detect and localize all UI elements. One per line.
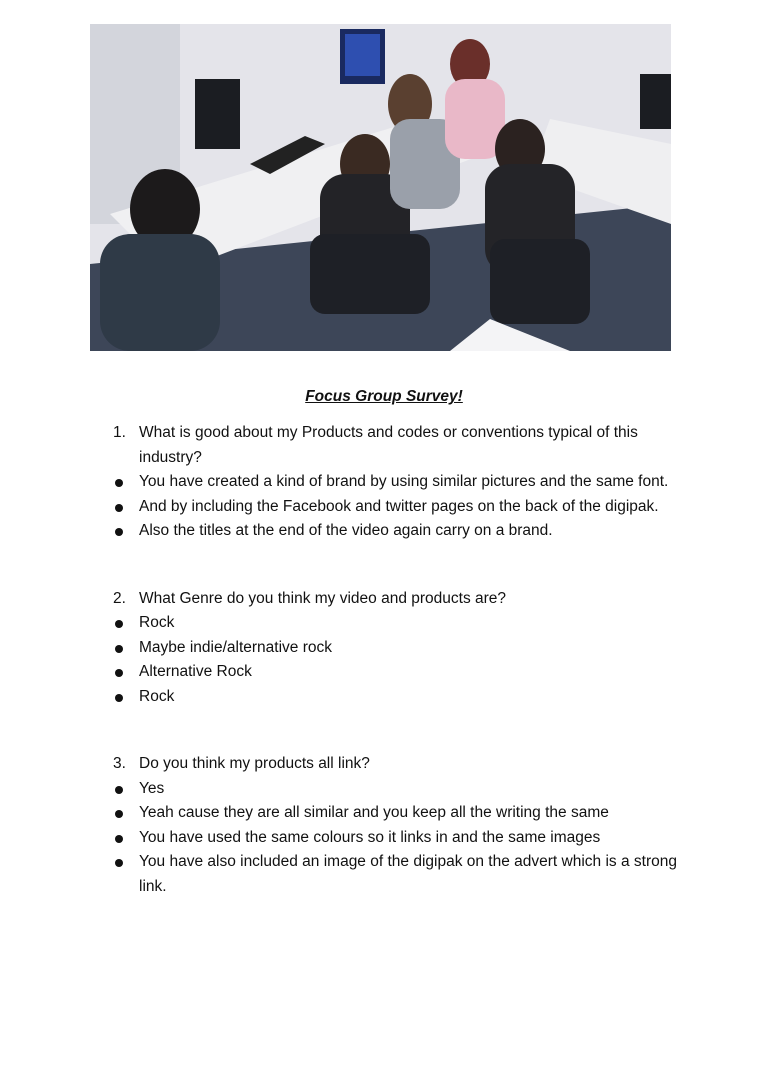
answer-item	[113, 850, 693, 899]
question-text: Do you think my products all link?	[139, 755, 370, 772]
answer-text: Yes	[139, 779, 165, 797]
answer-item	[113, 636, 693, 661]
answer-text: And by including the Facebook and twitter pages on the back of the digipak.	[139, 497, 659, 515]
question-item	[113, 421, 693, 470]
bullet-icon	[115, 479, 123, 487]
answer-item	[113, 611, 693, 636]
question-text: What is good about my Products and codes or conventions typical of this industry?	[139, 424, 638, 466]
answer-text: You have used the same colours so it links in and the same images	[139, 828, 601, 846]
answer-item	[113, 470, 693, 495]
bullet-icon	[115, 859, 123, 867]
bullet-icon	[115, 669, 123, 677]
question-number: 1.	[113, 424, 126, 441]
bullet-icon	[115, 810, 123, 818]
answer-item	[113, 495, 693, 520]
answer-list	[113, 470, 693, 544]
answer-text: You have also included an image of the digipak on the advert which is a strong link.	[139, 853, 677, 895]
answer-list	[113, 777, 693, 900]
answer-text: Yeah cause they are all similar and you keep all the writing the same	[139, 804, 609, 821]
question-number: 2.	[113, 589, 126, 607]
bullet-icon	[115, 620, 123, 628]
survey-content	[113, 421, 693, 942]
answer-item	[113, 685, 693, 710]
question-item	[113, 587, 693, 612]
survey-section-3	[113, 752, 693, 899]
answer-text: Alternative Rock	[139, 663, 252, 680]
question-text: What Genre do you think my video and products are?	[139, 589, 507, 607]
answer-text: You have created a kind of brand by using similar pictures and the same font.	[139, 473, 669, 490]
survey-section-1	[113, 421, 693, 544]
answer-item	[113, 801, 693, 826]
answer-item	[113, 660, 693, 685]
answer-item	[113, 826, 693, 851]
bullet-icon	[115, 835, 123, 843]
answer-item	[113, 777, 693, 802]
bullet-icon	[115, 786, 123, 794]
question-item	[113, 752, 693, 777]
bullet-icon	[115, 504, 123, 512]
answer-list	[113, 611, 693, 709]
answer-text: Maybe indie/alternative rock	[139, 638, 332, 656]
answer-text: Also the titles at the end of the video again carry on a brand.	[139, 522, 553, 539]
survey-section-2	[113, 587, 693, 710]
page-title: Focus Group Survey!	[305, 388, 463, 405]
answer-item	[113, 519, 693, 544]
question-number: 3.	[113, 755, 126, 772]
bullet-icon	[115, 645, 123, 653]
photo-illustration	[90, 24, 671, 351]
focus-group-photo	[90, 24, 671, 351]
answer-text: Rock	[139, 614, 175, 631]
bullet-icon	[115, 694, 123, 702]
answer-text: Rock	[139, 687, 175, 705]
bullet-icon	[115, 528, 123, 536]
